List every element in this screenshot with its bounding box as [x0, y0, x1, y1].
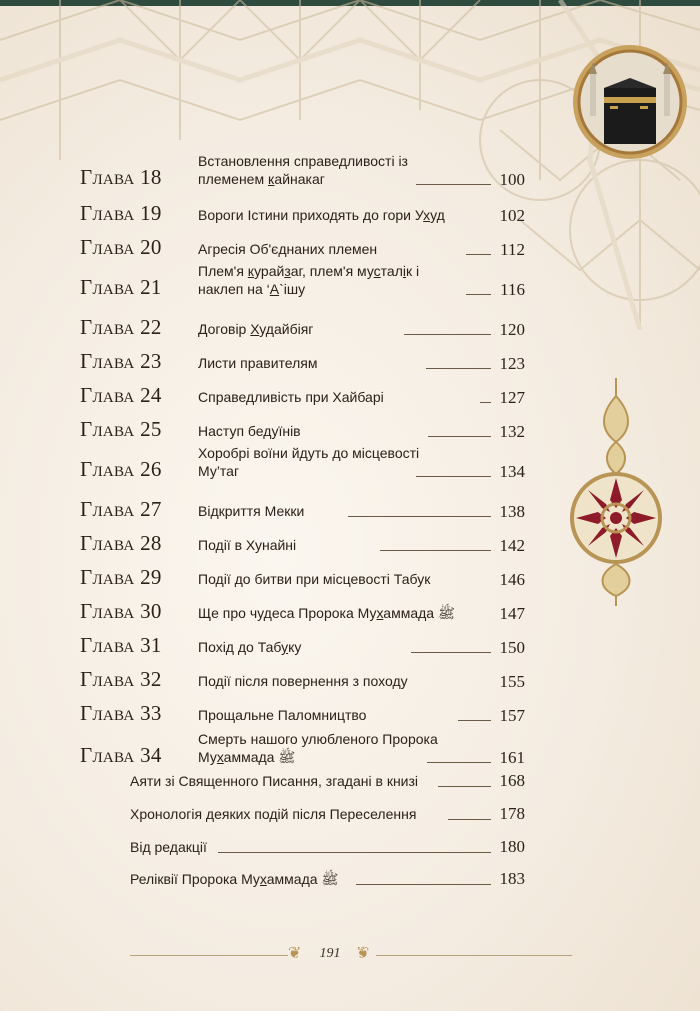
chapter-label: Глава 26	[80, 457, 162, 481]
page-ref: 180	[499, 837, 525, 856]
title-fragment: к	[247, 263, 255, 279]
chapter-title-line1	[198, 321, 313, 337]
page-ref: 150	[499, 638, 525, 657]
toc-appendix-row[interactable]	[130, 769, 525, 793]
chapter-title-line1: Прощальне Паломництво	[198, 707, 367, 723]
dot-leader	[404, 334, 491, 335]
title-fragment: Договір	[198, 321, 251, 337]
page-ref: 138	[499, 502, 525, 521]
chapter-title	[198, 444, 498, 480]
chapter-title-line2	[198, 280, 498, 298]
page-ref: 168	[499, 771, 525, 790]
toc-appendix-row[interactable]	[130, 867, 525, 891]
footer-rule-right	[376, 955, 572, 956]
appendix-title	[130, 870, 338, 888]
page-ref: 112	[500, 240, 525, 259]
dot-leader	[356, 884, 491, 885]
chapter-title	[198, 152, 498, 188]
dot-leader	[416, 476, 491, 477]
title-fragment: і	[402, 263, 407, 279]
dot-leader	[416, 184, 491, 185]
chapter-label: Глава 20	[80, 235, 162, 259]
page-ref: 120	[499, 320, 525, 339]
dot-leader	[448, 819, 491, 820]
footer-rule-left	[130, 955, 288, 956]
footer-flourish-right: ❦	[356, 945, 370, 962]
title-fragment: х	[376, 605, 384, 621]
dot-leader	[438, 786, 491, 787]
dot-leader	[380, 550, 491, 551]
chapter-label: Глава 29	[80, 565, 162, 589]
chapter-title-line1: Відкриття Мекки	[198, 503, 305, 519]
chapter-title-line1	[198, 639, 301, 655]
title-fragment: Му	[198, 749, 217, 765]
title-fragment: Похід до Таб	[198, 639, 282, 655]
title-fragment: г	[319, 171, 325, 187]
title-fragment: аммада ﷺ	[223, 749, 296, 765]
toc-row[interactable]	[80, 730, 525, 770]
toc-appendix-row[interactable]	[130, 835, 525, 859]
title-fragment: аммада ﷺ	[383, 605, 455, 621]
chapter-title	[198, 262, 498, 298]
toc-row[interactable]	[80, 222, 525, 262]
page-ref: 147	[499, 604, 525, 623]
toc-row[interactable]	[80, 444, 525, 484]
toc-row[interactable]	[80, 152, 525, 192]
title-fragment: х	[423, 207, 431, 223]
chapter-title-line1: Агресія Об'єднаних племен	[198, 241, 378, 257]
footer-flourish-left: ❦	[288, 945, 302, 962]
toc-appendix-row[interactable]	[130, 802, 525, 826]
title-fragment: Плем'я	[198, 263, 248, 279]
title-fragment: х	[259, 871, 267, 887]
page-ref: 146	[499, 570, 525, 589]
chapter-label: Глава 28	[80, 531, 162, 555]
page-ref: 123	[499, 354, 525, 373]
title-fragment: Вороги Істини приходять до гори У	[198, 207, 424, 223]
title-fragment: тал	[380, 263, 403, 279]
chapter-title-line1	[198, 207, 445, 223]
chapter-title-line1: Встановлення справедливості із	[198, 153, 408, 169]
chapter-label: Глава 21	[80, 275, 162, 299]
chapter-title-line1: Справедливість при Хайбарі	[198, 389, 384, 405]
chapter-title	[198, 422, 498, 440]
chapter-title-line2	[198, 170, 498, 188]
page-ref: 116	[500, 280, 525, 299]
title-fragment: А	[269, 281, 280, 297]
page-ref: 178	[499, 804, 525, 823]
chapter-title-line1: Події після повернення з походу	[198, 673, 408, 689]
toc-row[interactable]	[80, 688, 525, 728]
appendix-title: Аяти зі Священного Писання, згадані в книзі	[130, 773, 419, 789]
chapter-title-line1: Події до битви при місцевості Табук	[198, 571, 431, 587]
title-fragment: ку	[288, 639, 302, 655]
page-ref: 100	[499, 170, 525, 189]
chapter-title-line1: Листи правителям	[198, 355, 318, 371]
page-ref: 161	[499, 748, 525, 767]
dot-leader	[411, 652, 491, 653]
page-ref: 155	[499, 672, 525, 691]
title-fragment: с	[373, 263, 381, 279]
title-fragment: удайбіяг	[259, 321, 314, 337]
page-footer	[0, 940, 700, 970]
chapter-title	[198, 706, 498, 724]
dot-leader	[348, 516, 491, 517]
page-ref: 134	[499, 462, 525, 481]
toc-row[interactable]	[80, 404, 525, 444]
page-ref: 132	[499, 422, 525, 441]
chapter-title-line1: Хоробрі воїни йдуть до місцевості	[198, 445, 420, 461]
chapter-label: Глава 19	[80, 201, 162, 225]
page-ref: 127	[499, 388, 525, 407]
toc-row[interactable]	[80, 262, 525, 302]
chapter-title-line1	[198, 262, 498, 280]
chapter-title-line2: Му’таг	[198, 463, 240, 479]
title-fragment: племенем	[198, 171, 268, 187]
chapter-title-line1: Наступ бедуїнів	[198, 423, 301, 439]
page-number: 191	[319, 946, 341, 961]
chapter-label: Глава 31	[80, 633, 162, 657]
dot-leader	[427, 762, 491, 763]
title-fragment: з	[284, 263, 291, 279]
title-fragment: Ще про чудеса Пророка Му	[198, 605, 377, 621]
chapter-label: Глава 22	[80, 315, 162, 339]
title-fragment: урай	[254, 263, 285, 279]
dot-leader	[466, 294, 491, 295]
title-fragment: наклеп на ‘	[198, 281, 270, 297]
chapter-title	[198, 240, 498, 258]
dot-leader	[466, 254, 491, 255]
dot-leader	[458, 720, 491, 721]
title-fragment: `ішу	[279, 281, 306, 297]
chapter-label: Глава 24	[80, 383, 162, 407]
chapter-title	[198, 730, 498, 766]
chapter-title-line1: Події в Хунайні	[198, 537, 297, 553]
dot-leader	[426, 368, 491, 369]
appendix-title: Від редакції	[130, 839, 207, 855]
chapter-label: Глава 30	[80, 599, 162, 623]
title-fragment: айнака	[274, 171, 320, 187]
chapter-label: Глава 34	[80, 743, 162, 767]
title-fragment: уд	[430, 207, 445, 223]
page-ref: 142	[499, 536, 525, 555]
dot-leader	[480, 402, 491, 403]
chapter-title-line1: Смерть нашого улюбленого Пророка	[198, 731, 438, 747]
page-ref: 183	[499, 869, 525, 888]
dot-leader	[428, 436, 491, 437]
title-fragment: у	[281, 639, 289, 655]
page-ref: 102	[499, 206, 525, 225]
title-fragment: х	[216, 749, 224, 765]
chapter-label: Глава 27	[80, 497, 162, 521]
title-fragment: к і	[406, 263, 420, 279]
chapter-label: Глава 25	[80, 417, 162, 441]
chapter-title-line1	[198, 605, 455, 621]
chapter-label: Глава 33	[80, 701, 162, 725]
chapter-title-line2	[198, 748, 498, 766]
dot-leader	[218, 852, 491, 853]
page-ref: 157	[499, 706, 525, 725]
chapter-label: Глава 18	[80, 165, 162, 189]
title-fragment: к	[267, 171, 275, 187]
title-fragment: аммада ﷺ	[266, 871, 339, 887]
chapter-label: Глава 32	[80, 667, 162, 691]
appendix-title: Хронологія деяких подій після Переселення	[130, 806, 417, 822]
title-fragment: Х	[250, 321, 260, 337]
title-fragment: Реліквії Пророка Му	[130, 871, 260, 887]
chapter-label: Глава 23	[80, 349, 162, 373]
title-fragment: аг, плем'я му	[290, 263, 374, 279]
